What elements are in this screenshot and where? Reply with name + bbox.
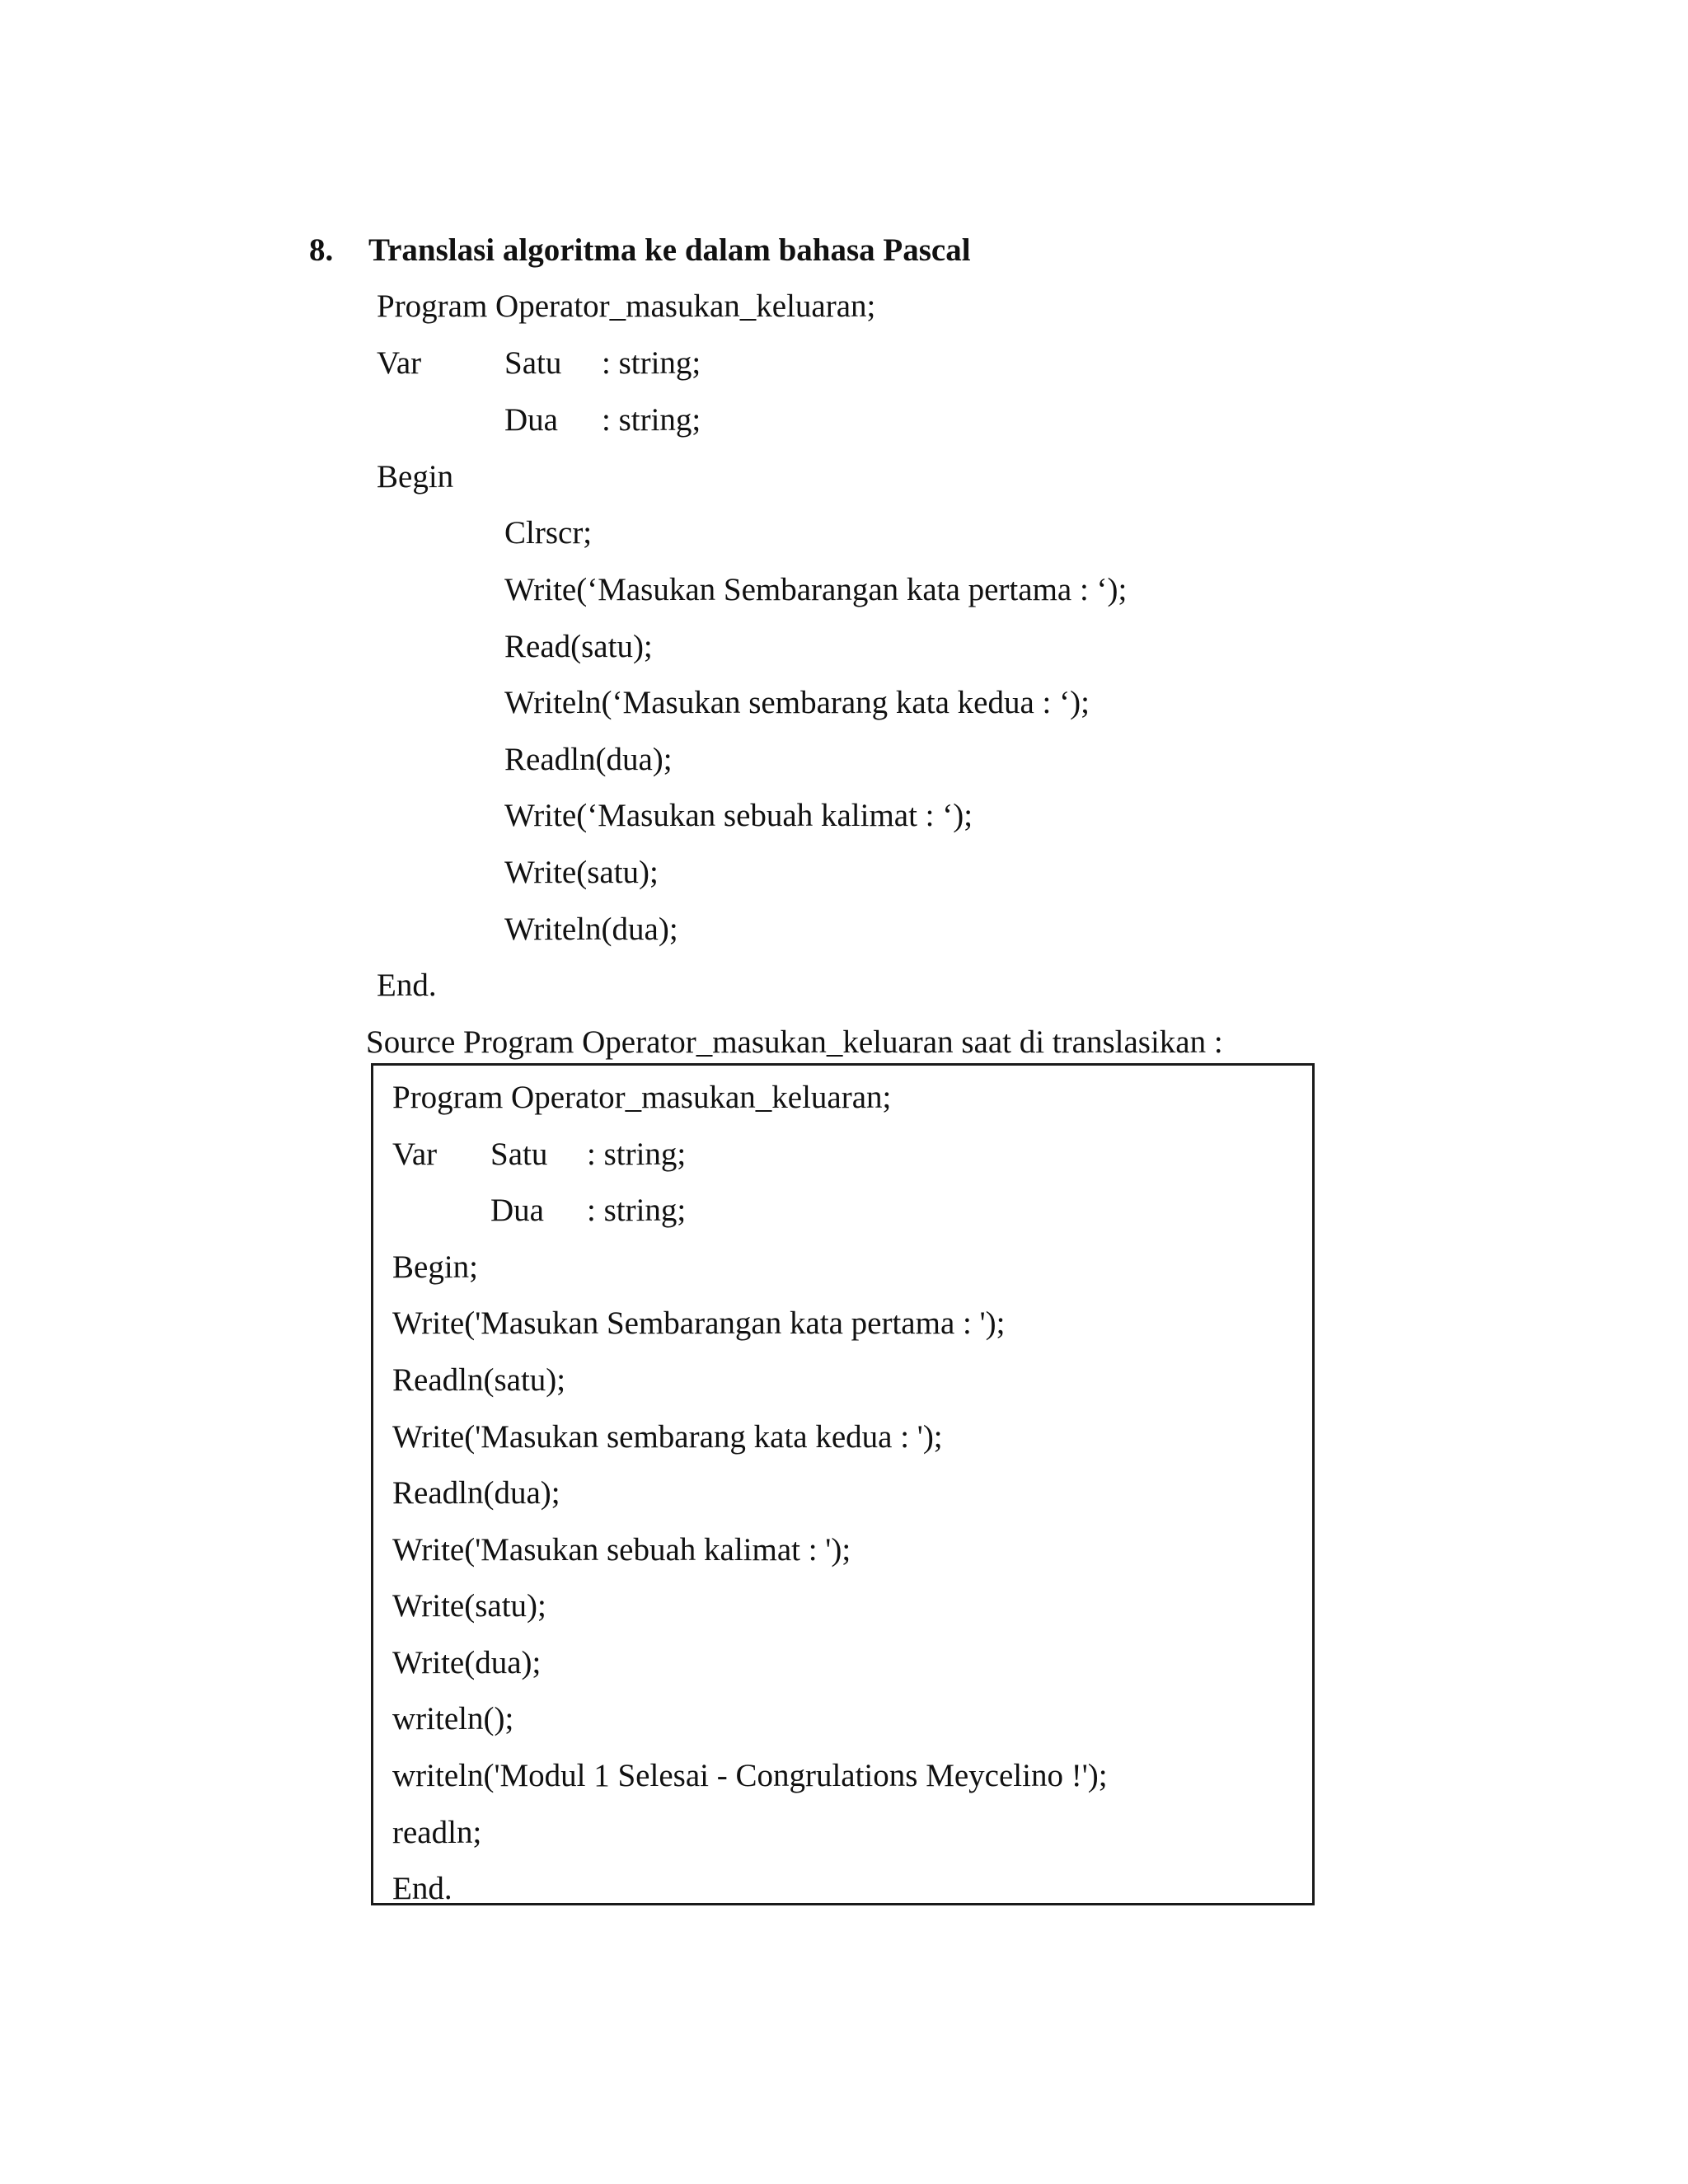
- algorithm-statement: Clrscr;: [504, 515, 593, 551]
- source-line: Readln(satu);: [392, 1362, 566, 1398]
- source-line: Write('Masukan sebuah kalimat : ');: [392, 1532, 851, 1568]
- source-var-keyword: Var: [392, 1137, 438, 1172]
- source-caption: Source Program Operator_masukan_keluaran saat di translasikan :: [366, 1024, 1223, 1060]
- source-var-name: Dua: [490, 1193, 544, 1228]
- algorithm-statement: Readln(dua);: [504, 742, 673, 777]
- source-var-type: : string;: [587, 1137, 687, 1172]
- algorithm-statement: Writeln(‘Masukan sembarang kata kedua : ‘);: [504, 685, 1090, 720]
- algorithm-var-keyword: Var: [377, 345, 422, 381]
- algorithm-var-name: Dua: [504, 402, 558, 438]
- source-var-type: : string;: [587, 1193, 687, 1228]
- source-line: writeln('Modul 1 Selesai - Congrulations Meycelino !');: [392, 1758, 1108, 1793]
- algorithm-var-type: : string;: [602, 402, 701, 438]
- source-line: Begin;: [392, 1249, 478, 1285]
- section-number: 8.: [309, 232, 334, 268]
- algorithm-statement: Write(satu);: [504, 855, 659, 890]
- algorithm-var-name: Satu: [504, 345, 562, 381]
- algorithm-var-type: : string;: [602, 345, 701, 381]
- algorithm-statement: Write(‘Masukan Sembarangan kata pertama : ‘);: [504, 572, 1128, 607]
- source-line: readln;: [392, 1815, 482, 1850]
- source-line: writeln();: [392, 1701, 514, 1736]
- algorithm-statement: Read(satu);: [504, 629, 653, 664]
- algorithm-statement: Writeln(dua);: [504, 912, 678, 947]
- section-title: Translasi algoritma ke dalam bahasa Pascal: [368, 232, 971, 268]
- source-var-name: Satu: [490, 1137, 548, 1172]
- source-program-line: Program Operator_masukan_keluaran;: [392, 1080, 892, 1115]
- source-line: Write(dua);: [392, 1645, 542, 1680]
- source-line: Write('Masukan Sembarangan kata pertama : ');: [392, 1305, 1006, 1341]
- source-line: End.: [392, 1871, 452, 1906]
- source-line: Readln(dua);: [392, 1475, 560, 1511]
- source-line: Write('Masukan sembarang kata kedua : ');: [392, 1419, 943, 1455]
- algorithm-begin: Begin: [377, 459, 454, 494]
- algorithm-end: End.: [377, 968, 437, 1003]
- algorithm-statement: Write(‘Masukan sebuah kalimat : ‘);: [504, 798, 973, 833]
- source-line: Write(satu);: [392, 1588, 546, 1624]
- algorithm-program-line: Program Operator_masukan_keluaran;: [377, 288, 876, 324]
